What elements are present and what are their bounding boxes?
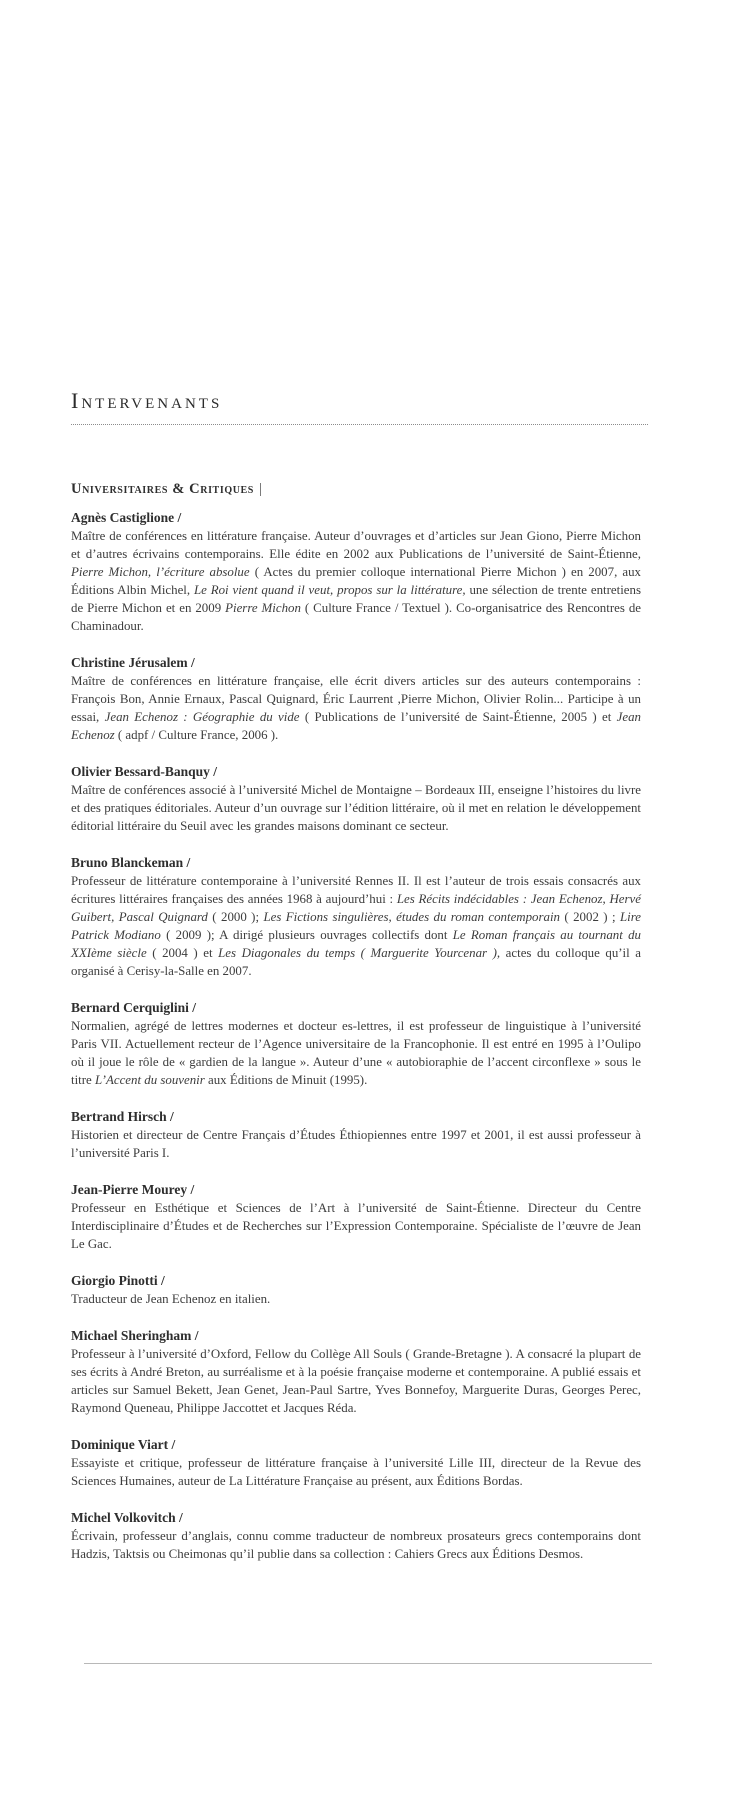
person-bio: Maître de conférences associé à l’université Michel de Montaigne – Bordeaux III, enseigne l’histoires du livre et des pratiques éditoriales. Auteur d’un ouvrage sur l’édition littéraire, où il met en relation le développement éditorial littéraire du Seuil avec les grandes maisons dominant ce secteur. bbox=[71, 783, 641, 833]
person-bio: Essayiste et critique, professeur de littérature française à l’université Lille III, directeur de la Revue des Sciences Humaines, auteur de La Littérature Française au présent, aux Éditions Bordas. bbox=[71, 1456, 641, 1488]
person-name: Dominique Viart / bbox=[71, 1437, 176, 1452]
person-entry bbox=[71, 999, 641, 1089]
person-entry bbox=[71, 654, 641, 744]
person-name: Bernard Cerquiglini / bbox=[71, 1000, 197, 1015]
person-entry bbox=[71, 1181, 641, 1253]
person-name: Bertrand Hirsch / bbox=[71, 1109, 174, 1124]
person-entry bbox=[71, 1509, 641, 1563]
person-bio: Historien et directeur de Centre Français d’Études Éthiopiennes entre 1997 et 2001, il est aussi professeur à l’université Paris I. bbox=[71, 1128, 641, 1160]
person-bio: Maître de conférences en littérature française. Auteur d’ouvrages et d’articles sur Jean Giono, Pierre Michon et d’autres écrivains contemporains. Elle édite en 2002 aux Publications de l’université de Saint-Étienne, Pierre Michon, l’écriture absolue ( Actes du premier colloque international Pierre Michon ) en 2007, aux Éditions Albin Michel, Le Roi vient quand il veut, propos sur la littérature, une sélection de trente entretiens de Pierre Michon et en 2009 Pierre Michon ( Culture France / Textuel ). Co-organisatrice des Rencontres de Chaminadour. bbox=[71, 529, 642, 633]
person-entry bbox=[71, 509, 641, 635]
page-title: Intervenants bbox=[71, 388, 223, 413]
person-name: Bruno Blanckeman / bbox=[71, 855, 191, 870]
person-entry bbox=[71, 1327, 641, 1417]
person-entry bbox=[71, 1272, 641, 1308]
person-bio: Professeur de littérature contemporaine à l’université Rennes II. Il est l’auteur de trois essais consacrés aux écritures littéraires françaises des années 1968 à aujourd’hui : Les Récits indécidables : Jean Echenoz, Hervé Guibert, Pascal Quignard ( 2000 ); Les Fictions singulières, études du roman contemporain ( 2002 ) ; Lire Patrick Modiano ( 2009 ); A dirigé plusieurs ouvrages collectifs dont Le Roman français au tournant du XXIème siècle ( 2004 ) et Les Diagonales du temps ( Marguerite Yourcenar ), actes du colloque qu’il a organisé à Cerisy-la-Salle en 2007. bbox=[71, 874, 642, 978]
person-name: Olivier Bessard-Banquy / bbox=[71, 764, 218, 779]
person-name: Christine Jérusalem / bbox=[71, 655, 195, 670]
person-entry bbox=[71, 854, 641, 980]
section-title: Universitaires & Critiques bbox=[71, 481, 254, 497]
person-name: Giorgio Pinotti / bbox=[71, 1273, 165, 1288]
person-name: Michel Volkovitch / bbox=[71, 1510, 183, 1525]
person-bio: Professeur à l’université d’Oxford, Fellow du Collège All Souls ( Grande-Bretagne ). A consacré la plupart de ses écrits à André Breton, au surréalisme et à la poésie française moderne et contemporaine. A publié essais et articles sur Samuel Bekett, Jean Genet, Jean-Paul Sartre, Yves Bonnefoy, Marguerite Duras, Georges Perec, Raymond Queneau, Philippe Jaccottet et Jacques Réda. bbox=[71, 1347, 641, 1415]
dotted-separator bbox=[71, 424, 648, 425]
person-bio: Professeur en Esthétique et Sciences de l’Art à l’université de Saint-Étienne. Directeur du Centre Interdisciplinaire d’Études et de Recherches sur l’Expression Contemporaine. Spécialiste de l’œuvre de Jean Le Gac. bbox=[71, 1201, 641, 1251]
content-area bbox=[71, 481, 641, 1582]
section-separator-bar: | bbox=[258, 481, 263, 497]
bottom-rule bbox=[84, 1663, 652, 1664]
person-entry bbox=[71, 1436, 641, 1490]
people-list bbox=[71, 509, 641, 1563]
person-entry bbox=[71, 763, 641, 835]
person-name: Jean-Pierre Mourey / bbox=[71, 1182, 195, 1197]
person-bio: Maître de conférences en littérature française, elle écrit divers articles sur des auteurs contemporains : François Bon, Annie Ernaux, Pascal Quignard, Éric Laurrent ,Pierre Michon, Olivier Rolin... Participe à un essai, Jean Echenoz : Géographie du vide ( Publications de l’université de Saint-Étienne, 2005 ) et Jean Echenoz ( adpf / Culture France, 2006 ). bbox=[71, 674, 641, 742]
person-bio: Traducteur de Jean Echenoz en italien. bbox=[71, 1292, 271, 1306]
section-header bbox=[71, 481, 641, 498]
person-name: Michael Sheringham / bbox=[71, 1328, 199, 1343]
person-bio: Écrivain, professeur d’anglais, connu comme traducteur de nombreux prosateurs grecs contemporains dont Hadzis, Taktsis ou Cheimonas qu’il publie dans sa collection : Cahiers Grecs aux Éditions Desmos. bbox=[71, 1529, 641, 1561]
person-bio: Normalien, agrégé de lettres modernes et docteur es-lettres, il est professeur de linguistique à l’université Paris VII. Actuellement recteur de l’Agence universitaire de la Francophonie. Il est entré en 1995 à l’Oulipo où il joue le rôle de « gardien de la langue ». Auteur d’une « autobioraphie de l’accent circonflexe » sous le titre L’Accent du souvenir aux Éditions de Minuit (1995). bbox=[71, 1019, 641, 1087]
person-entry bbox=[71, 1108, 641, 1162]
person-name: Agnès Castiglione / bbox=[71, 510, 182, 525]
